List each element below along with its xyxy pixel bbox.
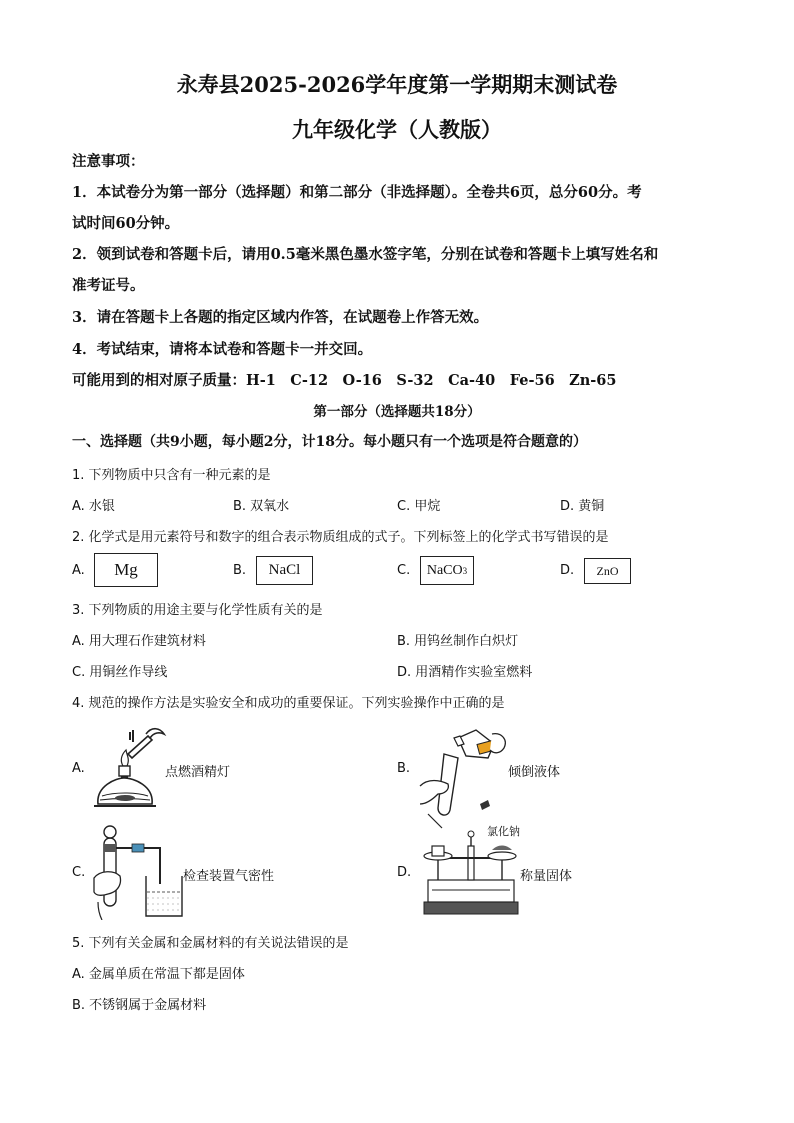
notes-heading: 注意事项： [72, 153, 145, 170]
label-subscript-c: 3 [462, 565, 468, 576]
note-item-3: 3．请在答题卡上各题的指定区域内作答，在试题卷上作答无效。 [72, 309, 489, 326]
q1-option-c: C. 甲烷 [397, 499, 441, 514]
q2-letter-d: D. [560, 563, 575, 578]
q3-stem: 3. 下列物质的用途主要与化学性质有关的是 [72, 603, 323, 618]
q4-letter-d: D. [397, 865, 412, 880]
q4-caption-d: 称量固体 [520, 869, 573, 884]
q3-option-c: C. 用铜丝作导线 [72, 665, 168, 680]
balance-illustration [418, 826, 522, 918]
alcohol-lamp-illustration [90, 726, 170, 812]
label-card-a [94, 553, 158, 587]
q2-letter-a: A. [72, 563, 85, 578]
label-text-a: Mg [114, 560, 138, 579]
q3-option-b: B. 用钨丝制作白炽灯 [397, 634, 519, 649]
q5-option-b: B. 不锈钢属于金属材料 [72, 998, 207, 1013]
label-text-c: NaCO [426, 562, 463, 578]
q3-option-d: D. 用酒精作实验室燃料 [397, 665, 533, 680]
label-card-b [256, 556, 313, 585]
q1-stem: 1. 下列物质中只含有一种元素的是 [72, 468, 271, 483]
label-text-d: ZnO [596, 563, 619, 578]
note-item-4: 4．考试结束，请将本试卷和答题卡一并交回。 [72, 341, 373, 358]
airtightness-check-illustration [90, 822, 190, 920]
pouring-liquid-illustration [414, 724, 514, 830]
q4-letter-c: C. [72, 865, 86, 880]
note-item-1-line-1: 1．本试卷分为第一部分（选择题）和第二部分（非选择题）。全卷共6页，总分60分。考 [72, 184, 642, 201]
note-item-2-line-2: 准考证号。 [72, 277, 145, 294]
q1-option-a: A. 水银 [72, 499, 115, 514]
q4-letter-b: B. [397, 761, 411, 776]
q4-label-sodium-chloride: 氯化钠 [487, 825, 520, 838]
exam-title: 永寿县2025-2026学年度第一学期期末测试卷 [176, 72, 618, 97]
note-item-2-line-1: 2．领到试卷和答题卡后，请用0.5毫米黑色墨水签字笔，分别在试卷和答题卡上填写姓名和 [72, 246, 659, 263]
label-card-c [420, 556, 474, 585]
note-item-1-line-2: 试时间60分钟。 [72, 215, 180, 232]
section-heading: 一、选择题（共9小题，每小题2分，计18分。每小题只有一个选项是符合题意的） [72, 434, 587, 450]
q4-caption-b: 倾倒液体 [508, 765, 561, 780]
q1-option-d: D. 黄铜 [560, 499, 605, 514]
label-card-d [584, 558, 631, 584]
atomic-masses: 可能用到的相对原子质量：H-1 C-12 O-16 S-32 Ca-40 Fe-56 Zn-65 [72, 372, 617, 389]
q5-option-a: A. 金属单质在常温下都是固体 [72, 967, 245, 982]
q4-letter-a: A. [72, 761, 85, 776]
q3-option-a: A. 用大理石作建筑材料 [72, 634, 206, 649]
q1-option-b: B. 双氧水 [233, 499, 290, 514]
q2-stem: 2. 化学式是用元素符号和数字的组合表示物质组成的式子。下列标签上的化学式书写错误的是 [72, 530, 609, 545]
q4-caption-a: 点燃酒精灯 [165, 765, 231, 780]
q4-stem: 4. 规范的操作方法是实验安全和成功的重要保证。下列实验操作中正确的是 [72, 696, 505, 711]
label-text-b: NaCl [268, 562, 301, 578]
q2-letter-c: C. [397, 563, 411, 578]
part1-heading: 第一部分（选择题共18分） [313, 404, 481, 420]
q2-letter-b: B. [233, 563, 247, 578]
q4-caption-c: 检查装置气密性 [183, 869, 275, 884]
exam-subtitle: 九年级化学（人教版） [292, 117, 502, 142]
q5-stem: 5. 下列有关金属和金属材料的有关说法错误的是 [72, 936, 349, 951]
